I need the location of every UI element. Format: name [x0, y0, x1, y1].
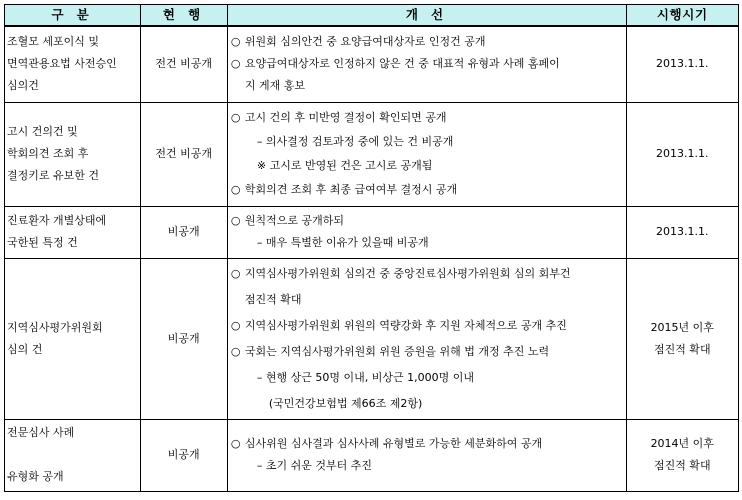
- bullet-circle: ○: [230, 111, 241, 124]
- bullet-circle: ○: [230, 183, 241, 196]
- category-line: 심의건: [7, 79, 39, 93]
- table-row: [5, 419, 739, 491]
- row-improvement: [227, 419, 626, 491]
- policy-table-wrapper: [4, 4, 739, 492]
- row-current: 전건 비공개: [140, 102, 227, 206]
- category-line: 조혈모 세포이식 및: [7, 35, 100, 49]
- row-timing: [626, 258, 738, 419]
- row-category: [5, 102, 141, 206]
- timing-line: 점진적 확대: [653, 459, 711, 472]
- category-line: 고시 건의건 및: [7, 125, 78, 138]
- row-improvement: [227, 102, 626, 206]
- row-current: 비공개: [140, 258, 227, 419]
- improvement-text: – 매우 특별한 이유가 있을때 비공개: [256, 236, 429, 249]
- row-current: 전건 비공개: [140, 26, 227, 102]
- row-current: 비공개: [140, 206, 227, 258]
- row-improvement: [227, 258, 626, 419]
- timing-line: 2014년 이후: [650, 437, 714, 450]
- improvement-text: – 현행 상근 50명 이내, 비상근 1,000명 이내: [256, 370, 474, 384]
- improvement-text: 지 게재 홍보: [244, 79, 306, 93]
- row-current: 비공개: [140, 419, 227, 491]
- table-row: [5, 26, 739, 102]
- timing-line: 2013.1.1.: [656, 225, 709, 238]
- bullet-circle: ○: [230, 437, 241, 450]
- improvement-note: (국민건강보험법 제66조 제2항): [268, 396, 423, 410]
- timing-line: 2013.1.1.: [656, 57, 709, 71]
- row-timing: [626, 206, 738, 258]
- improvement-text: – 의사결정 검토과정 중에 있는 건 비공개: [256, 135, 454, 148]
- improvement-text: 요양급여대상자로 인정하지 않은 건 중 대표적 유형과 사례 홈페이: [244, 57, 560, 71]
- improvement-text: – 초기 쉬운 것부터 추진: [256, 459, 373, 472]
- category-line: 면역관용요법 사전승인: [7, 57, 117, 71]
- policy-table: [4, 4, 739, 492]
- row-improvement: [227, 26, 626, 102]
- category-line: 전문심사 사례: [7, 426, 75, 439]
- bullet-circle: ○: [230, 35, 241, 49]
- timing-line: 점진적 확대: [653, 342, 711, 356]
- row-timing: [626, 419, 738, 491]
- category-line: 유형화 공개: [7, 470, 64, 483]
- header-current: 현 행: [140, 5, 227, 27]
- category-line: 결정키로 유보한 건: [7, 169, 100, 182]
- header-improvement: 개 선: [227, 5, 626, 27]
- row-category: [5, 258, 141, 419]
- improvement-text: 심사위원 심사결과 심사사례 유형별로 가능한 세분화하여 공개: [244, 437, 543, 450]
- improvement-text: 지역심사평가위원회 위원의 역량강화 후 지원 자체적으로 공개 추진: [244, 318, 567, 332]
- category-line: [7, 444, 140, 466]
- improvement-text: 점진적 확대: [244, 292, 302, 306]
- category-line: 국한된 특정 건: [7, 236, 78, 249]
- timing-line: 2015년 이후: [650, 320, 714, 334]
- bullet-circle: ○: [230, 57, 241, 71]
- category-line: 학회의견 조회 후: [7, 147, 89, 160]
- row-timing: [626, 26, 738, 102]
- table-row: [5, 102, 739, 206]
- category-line: 지역심사평가위원회: [7, 320, 103, 334]
- row-improvement: [227, 206, 626, 258]
- improvement-text: 위원회 심의안건 중 요양급여대상자로 인정건 공개: [244, 35, 486, 49]
- bullet-circle: ○: [230, 344, 241, 358]
- category-line: 진료환자 개별상태에: [7, 214, 107, 227]
- improvement-text: 학회의견 조회 후 최종 급여여부 결정시 공개: [244, 183, 458, 196]
- bullet-circle: ○: [230, 214, 241, 227]
- timing-line: 2013.1.1.: [656, 147, 709, 160]
- header-category: 구 분: [5, 5, 141, 27]
- improvement-note: ※ 고시로 반영된 건은 고시로 공개됨: [256, 159, 433, 172]
- category-line: 심의 건: [7, 342, 43, 356]
- table-header-row: [5, 5, 739, 27]
- row-category: [5, 206, 141, 258]
- bullet-circle: ○: [230, 266, 241, 280]
- improvement-text: 지역심사평가위원회 심의건 중 중앙진료심사평가위원회 심의 회부건: [244, 266, 571, 280]
- row-category: [5, 419, 141, 491]
- header-timing: 시행시기: [626, 5, 738, 27]
- improvement-text: 국회는 지역심사평가위원회 위원 증원을 위해 법 개정 추진 노력: [244, 344, 550, 358]
- row-category: [5, 26, 141, 102]
- improvement-text: 원칙적으로 공개하되: [244, 214, 345, 227]
- table-row: [5, 258, 739, 419]
- improvement-text: 고시 건의 후 미반영 결정이 확인되면 공개: [244, 111, 447, 124]
- table-row: [5, 206, 739, 258]
- row-timing: [626, 102, 738, 206]
- bullet-circle: ○: [230, 318, 241, 332]
